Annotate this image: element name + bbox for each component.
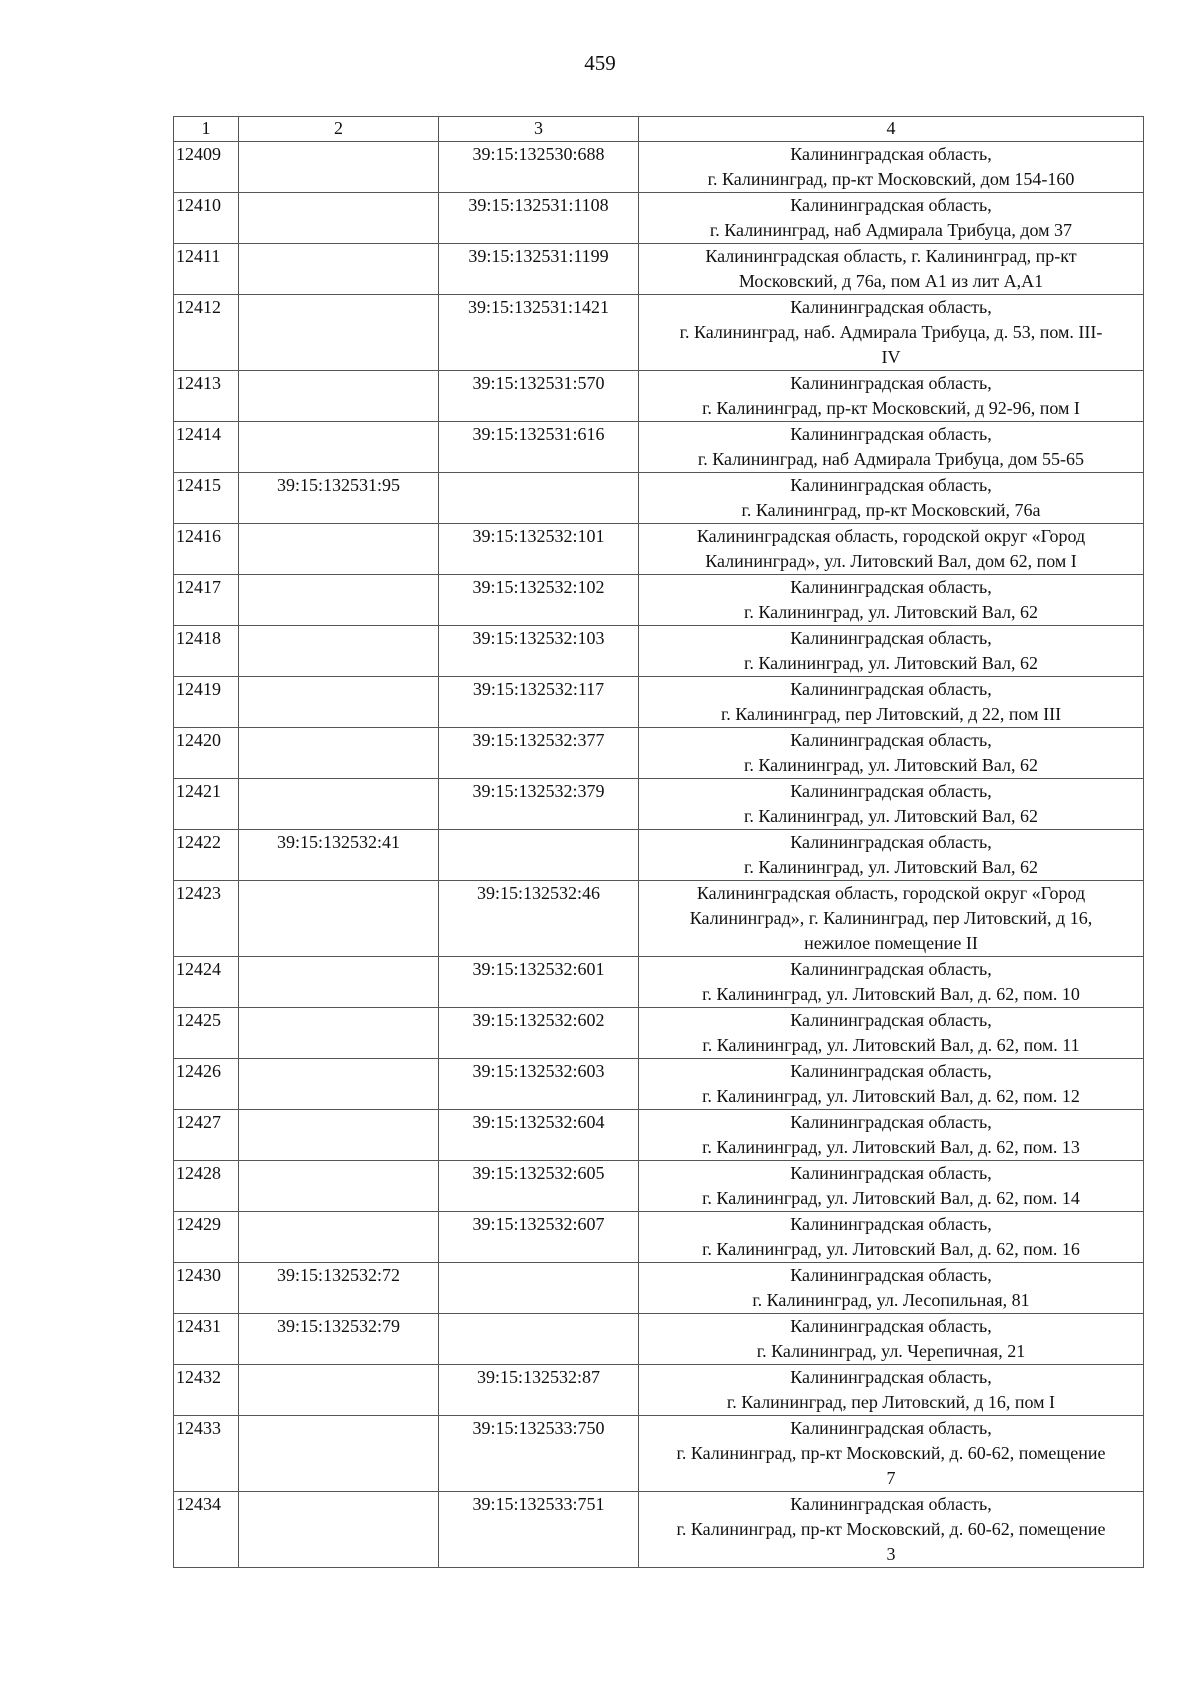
address-cell	[639, 473, 1144, 524]
cadastral-number-col3: 39:15:132531:616	[439, 422, 639, 473]
column-header-1: 1	[174, 117, 239, 142]
address-line: г. Калининград, ул. Лесопильная, 81	[752, 1290, 1030, 1310]
address-cell	[639, 1314, 1144, 1365]
table-row	[174, 1492, 1144, 1568]
address-line: Калининградская область,	[790, 959, 992, 979]
cadastral-number-col3: 39:15:132532:377	[439, 728, 639, 779]
address-cell	[639, 1416, 1144, 1492]
address-cell	[639, 244, 1144, 295]
address-line: Калининградская область,	[790, 1418, 992, 1438]
address-line: г. Калининград, ул. Литовский Вал, д. 62, пом. 10	[702, 984, 1080, 1004]
address-cell	[639, 830, 1144, 881]
table-row	[174, 295, 1144, 371]
address-line: Калининградская область,	[790, 1112, 992, 1132]
address-line: Калининградская область,	[790, 1494, 992, 1514]
row-number: 12433	[174, 1416, 239, 1492]
cadastral-number-col2	[239, 1416, 439, 1492]
address-line: Калининградская область,	[790, 424, 992, 444]
address-cell	[639, 575, 1144, 626]
table-header	[174, 117, 1144, 142]
address-line: Калининградская область,	[790, 832, 992, 852]
address-line: г. Калининград, наб Адмирала Трибуца, дом 37	[709, 220, 1073, 240]
cadastral-number-col2	[239, 677, 439, 728]
cadastral-number-col2	[239, 295, 439, 371]
property-register-table	[173, 116, 1144, 1568]
cadastral-number-col2	[239, 193, 439, 244]
table-row	[174, 881, 1144, 957]
cadastral-number-col3	[439, 1263, 639, 1314]
table-row	[174, 244, 1144, 295]
address-line: г. Калининград, ул. Литовский Вал, 62	[743, 857, 1038, 877]
row-number: 12419	[174, 677, 239, 728]
row-number: 12428	[174, 1161, 239, 1212]
row-number: 12412	[174, 295, 239, 371]
address-line: нежилое помещение II	[804, 933, 978, 953]
address-cell	[639, 1212, 1144, 1263]
cadastral-number-col2	[239, 1212, 439, 1263]
cadastral-number-col2: 39:15:132531:95	[239, 473, 439, 524]
cadastral-number-col2: 39:15:132532:79	[239, 1314, 439, 1365]
cadastral-number-col2	[239, 779, 439, 830]
cadastral-number-col3: 39:15:132532:101	[439, 524, 639, 575]
cadastral-number-col3	[439, 830, 639, 881]
cadastral-number-col3	[439, 473, 639, 524]
address-line: г. Калининград, ул. Литовский Вал, 62	[743, 602, 1038, 622]
row-number: 12425	[174, 1008, 239, 1059]
table-row	[174, 524, 1144, 575]
table-row	[174, 677, 1144, 728]
address-cell	[639, 524, 1144, 575]
row-number: 12409	[174, 142, 239, 193]
address-line: г. Калининград, ул. Черепичная, 21	[756, 1341, 1026, 1361]
cadastral-number-col2	[239, 626, 439, 677]
row-number: 12430	[174, 1263, 239, 1314]
cadastral-number-col3: 39:15:132531:1108	[439, 193, 639, 244]
cadastral-number-col3: 39:15:132531:1421	[439, 295, 639, 371]
cadastral-number-col3: 39:15:132532:602	[439, 1008, 639, 1059]
table-row	[174, 1212, 1144, 1263]
cadastral-number-col2	[239, 1365, 439, 1416]
table-row	[174, 957, 1144, 1008]
address-cell	[639, 1059, 1144, 1110]
cadastral-number-col3: 39:15:132532:603	[439, 1059, 639, 1110]
address-line: Калининградская область,	[790, 1163, 992, 1183]
row-number: 12418	[174, 626, 239, 677]
cadastral-number-col2	[239, 575, 439, 626]
table-row	[174, 142, 1144, 193]
row-number: 12415	[174, 473, 239, 524]
row-number: 12414	[174, 422, 239, 473]
row-number: 12417	[174, 575, 239, 626]
row-number: 12420	[174, 728, 239, 779]
cadastral-number-col2	[239, 1059, 439, 1110]
address-line: Калининградская область, городской округ «Город	[696, 526, 1086, 546]
address-line: Калининградская область,	[790, 1010, 992, 1030]
address-line: г. Калининград, пр-кт Московский, дом 154-160	[707, 169, 1075, 189]
address-line: Калининградская область,	[790, 475, 992, 495]
address-cell	[639, 371, 1144, 422]
row-number: 12432	[174, 1365, 239, 1416]
column-header-3: 3	[439, 117, 639, 142]
cadastral-number-col3: 39:15:132532:604	[439, 1110, 639, 1161]
cadastral-number-col3	[439, 1314, 639, 1365]
address-line: Калининградская область,	[790, 297, 992, 317]
table-row	[174, 626, 1144, 677]
address-line: г. Калининград, ул. Литовский Вал, 62	[743, 806, 1038, 826]
cadastral-number-col2	[239, 1110, 439, 1161]
row-number: 12423	[174, 881, 239, 957]
address-line: Калининградская область,	[790, 577, 992, 597]
address-line: г. Калининград, ул. Литовский Вал, д. 62, пом. 13	[702, 1137, 1080, 1157]
cadastral-number-col3: 39:15:132532:103	[439, 626, 639, 677]
address-line: г. Калининград, ул. Литовский Вал, д. 62, пом. 14	[702, 1188, 1080, 1208]
address-cell	[639, 779, 1144, 830]
column-header-4: 4	[639, 117, 1144, 142]
cadastral-number-col2: 39:15:132532:72	[239, 1263, 439, 1314]
cadastral-number-col2	[239, 244, 439, 295]
address-cell	[639, 1263, 1144, 1314]
address-line: г. Калининград, пр-кт Московский, д 92-96, пом I	[702, 398, 1080, 418]
table-row	[174, 1263, 1144, 1314]
cadastral-number-col3: 39:15:132533:750	[439, 1416, 639, 1492]
cadastral-number-col2	[239, 1492, 439, 1568]
cadastral-number-col3: 39:15:132532:605	[439, 1161, 639, 1212]
row-number: 12411	[174, 244, 239, 295]
cadastral-number-col3: 39:15:132532:102	[439, 575, 639, 626]
cadastral-number-col2	[239, 524, 439, 575]
page-number: 459	[584, 51, 616, 75]
table-row	[174, 1416, 1144, 1492]
row-number: 12410	[174, 193, 239, 244]
row-number: 12429	[174, 1212, 239, 1263]
cadastral-number-col3: 39:15:132532:379	[439, 779, 639, 830]
address-line: 7	[886, 1468, 896, 1488]
address-line: Калининградская область,	[790, 1265, 992, 1285]
address-line: Калининградская область,	[790, 1214, 992, 1234]
cadastral-number-col2	[239, 1008, 439, 1059]
cadastral-number-col2	[239, 371, 439, 422]
cadastral-number-col3: 39:15:132532:46	[439, 881, 639, 957]
table-row	[174, 473, 1144, 524]
address-line: г. Калининград, ул. Литовский Вал, 62	[743, 755, 1038, 775]
cadastral-number-col2	[239, 728, 439, 779]
address-line: Калининградская область, городской округ «Город	[696, 883, 1086, 903]
address-line: Калининградская область,	[790, 195, 992, 215]
table-row	[174, 728, 1144, 779]
address-line: г. Калининград, пр-кт Московский, д. 60-62, помещение	[676, 1443, 1106, 1463]
address-cell	[639, 881, 1144, 957]
address-cell	[639, 677, 1144, 728]
address-cell	[639, 728, 1144, 779]
address-cell	[639, 1161, 1144, 1212]
cadastral-number-col3: 39:15:132531:570	[439, 371, 639, 422]
table-row	[174, 422, 1144, 473]
cadastral-number-col3: 39:15:132530:688	[439, 142, 639, 193]
address-line: Калининградская область,	[790, 144, 992, 164]
table-row	[174, 1008, 1144, 1059]
address-line: г. Калининград, ул. Литовский Вал, д. 62, пом. 16	[702, 1239, 1080, 1259]
row-number: 12413	[174, 371, 239, 422]
row-number: 12431	[174, 1314, 239, 1365]
row-number: 12426	[174, 1059, 239, 1110]
table-row	[174, 779, 1144, 830]
cadastral-number-col3: 39:15:132533:751	[439, 1492, 639, 1568]
address-line: Калининградская область,	[790, 1061, 992, 1081]
row-number: 12421	[174, 779, 239, 830]
cadastral-number-col2	[239, 422, 439, 473]
cadastral-number-col2: 39:15:132532:41	[239, 830, 439, 881]
address-line: г. Калининград, пр-кт Московский, 76а	[741, 500, 1041, 520]
address-line: IV	[881, 347, 901, 367]
table-row	[174, 1314, 1144, 1365]
cadastral-number-col3: 39:15:132532:117	[439, 677, 639, 728]
address-line: Калининградская область,	[790, 1367, 992, 1387]
table-row	[174, 1110, 1144, 1161]
address-line: Калининградская область,	[790, 1316, 992, 1336]
cadastral-number-col2	[239, 881, 439, 957]
address-line: г. Калининград, пер Литовский, д 16, пом I	[726, 1392, 1056, 1412]
cadastral-number-col3: 39:15:132531:1199	[439, 244, 639, 295]
row-number: 12427	[174, 1110, 239, 1161]
address-line: Калининград», г. Калининград, пер Литовский, д 16,	[689, 908, 1093, 928]
address-cell	[639, 295, 1144, 371]
address-cell	[639, 142, 1144, 193]
header-row	[174, 117, 1144, 142]
address-cell	[639, 957, 1144, 1008]
table-body	[174, 142, 1144, 1568]
cadastral-number-col3: 39:15:132532:607	[439, 1212, 639, 1263]
cadastral-number-col2	[239, 1161, 439, 1212]
address-cell	[639, 1365, 1144, 1416]
address-line: г. Калининград, ул. Литовский Вал, 62	[743, 653, 1038, 673]
address-line: Калининградская область,	[790, 730, 992, 750]
table-row	[174, 1365, 1144, 1416]
row-number: 12424	[174, 957, 239, 1008]
address-cell	[639, 1008, 1144, 1059]
table-row	[174, 193, 1144, 244]
address-line: Калининградская область,	[790, 781, 992, 801]
cadastral-number-col3: 39:15:132532:87	[439, 1365, 639, 1416]
table-row	[174, 371, 1144, 422]
table-row	[174, 1161, 1144, 1212]
row-number: 12422	[174, 830, 239, 881]
address-line: г. Калининград, пер Литовский, д 22, пом III	[720, 704, 1062, 724]
address-line: Калининградская область,	[790, 373, 992, 393]
address-line: Московский, д 76а, пом А1 из лит А,А1	[738, 271, 1044, 291]
address-cell	[639, 422, 1144, 473]
address-cell	[639, 193, 1144, 244]
cadastral-number-col2	[239, 957, 439, 1008]
address-line: г. Калининград, наб Адмирала Трибуца, дом 55-65	[697, 449, 1085, 469]
address-line: Калининградская область,	[790, 628, 992, 648]
address-cell	[639, 1492, 1144, 1568]
cadastral-number-col3: 39:15:132532:601	[439, 957, 639, 1008]
row-number: 12434	[174, 1492, 239, 1568]
table-row	[174, 1059, 1144, 1110]
table-row	[174, 575, 1144, 626]
address-line: Калининградская область,	[790, 679, 992, 699]
address-line: Калининградская область, г. Калининград, пр-кт	[705, 246, 1077, 266]
address-line: г. Калининград, пр-кт Московский, д. 60-62, помещение	[676, 1519, 1106, 1539]
address-line: 3	[886, 1544, 896, 1564]
address-cell	[639, 626, 1144, 677]
column-header-2: 2	[239, 117, 439, 142]
address-cell	[639, 1110, 1144, 1161]
cadastral-number-col2	[239, 142, 439, 193]
address-line: г. Калининград, наб. Адмирала Трибуца, д. 53, пом. III-	[679, 322, 1103, 342]
address-line: г. Калининград, ул. Литовский Вал, д. 62, пом. 12	[702, 1086, 1080, 1106]
row-number: 12416	[174, 524, 239, 575]
table-row	[174, 830, 1144, 881]
address-line: г. Калининград, ул. Литовский Вал, д. 62, пом. 11	[702, 1035, 1080, 1055]
address-line: Калининград», ул. Литовский Вал, дом 62, пом I	[705, 551, 1077, 571]
